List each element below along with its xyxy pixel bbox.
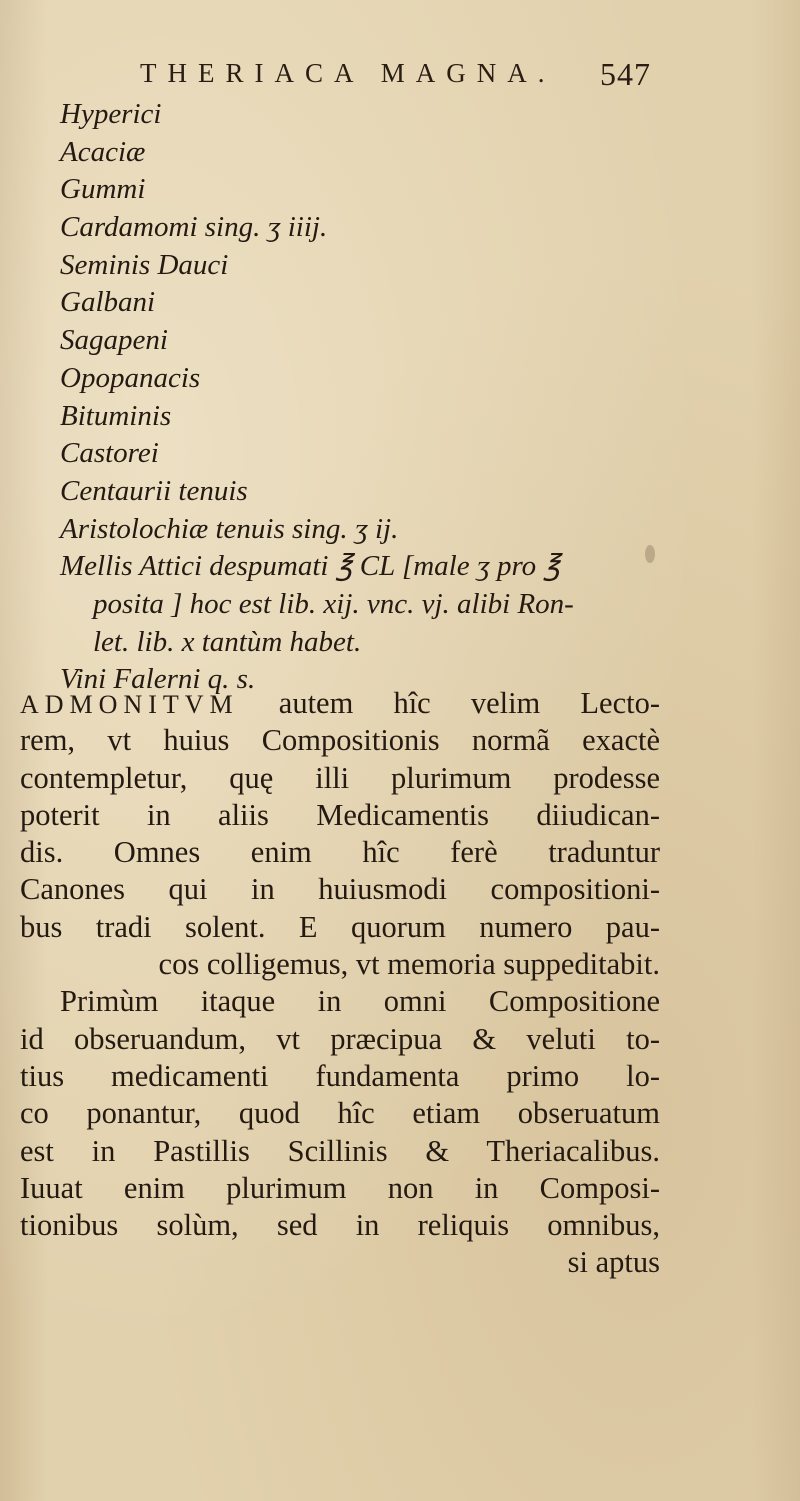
text-line: tionibus solùm, sed in reliquis omnibus, <box>20 1208 660 1243</box>
ingredient-line: Seminis Dauci <box>60 248 229 281</box>
ingredient-list <box>60 96 780 699</box>
catchword: si aptus <box>567 1245 660 1280</box>
ingredient-line: Sagapeni <box>60 324 168 357</box>
ingredient-line: Gummi <box>60 173 146 206</box>
text-line: id obseruandum, vt præcipua & veluti to- <box>20 1021 660 1056</box>
text-line: tius medicamenti fundamenta primo lo- <box>20 1058 660 1093</box>
text-line: Primùm itaque in omni Compositione <box>60 984 660 1019</box>
text-line <box>20 685 660 722</box>
text-line: est in Pastillis Scillinis & Theriacalibus. <box>20 1133 660 1168</box>
text-line: Iuuat enim plurimum non in Composi- <box>20 1170 660 1205</box>
ingredient-line: Hyperici <box>60 98 162 130</box>
ingredient-line: Castorei <box>60 437 159 470</box>
body-text <box>20 685 660 1282</box>
ingredient-line: Mellis Attici despumati ℥ CL [male ʒ pro ℥ <box>60 550 561 583</box>
running-head: THERIACA MAGNA. <box>140 58 556 88</box>
text-line: cos colligemus, vt memoria suppeditabit. <box>158 947 660 982</box>
text-line: dis. Omnes enim hîc ferè traduntur <box>20 835 660 870</box>
ingredient-line: Opopanacis <box>60 361 201 394</box>
text-line: poterit in aliis Medicamentis diiudican- <box>20 797 660 832</box>
ingredient-line: let. lib. x tantùm habet. <box>93 625 362 658</box>
text-line: co ponantur, quod hîc etiam obseruatum <box>20 1096 660 1131</box>
ingredient-line: Vini Falerni q. s. <box>60 663 256 696</box>
ink-spot <box>645 545 655 563</box>
text-line: bus tradi solent. E quorum numero pau- <box>20 909 660 944</box>
text-line: contempletur, quę illi plurimum prodesse <box>20 760 660 795</box>
text-line: rem, vt huius Compositionis normã exactè <box>20 723 660 758</box>
ingredient-line: Aristolochiæ tenuis sing. ʒ ij. <box>60 512 399 545</box>
ingredient-line: Acaciæ <box>60 135 146 168</box>
ingredient-line: Galbani <box>60 286 156 319</box>
ingredient-line: Centaurii tenuis <box>60 474 248 507</box>
page-number: 547 <box>600 56 651 92</box>
lead-caps: ADMONITVM <box>20 690 239 719</box>
text-line-rest: autem hîc velim Lecto- <box>278 686 660 720</box>
ingredient-line: Bituminis <box>60 399 172 432</box>
ingredient-line: posita ] hoc est lib. xij. vnc. vj. alibi Ron- <box>93 587 574 620</box>
ingredient-line: Cardamomi sing. ʒ iiij. <box>60 211 328 244</box>
text-line: Canones qui in huiusmodi compositioni- <box>20 872 660 907</box>
